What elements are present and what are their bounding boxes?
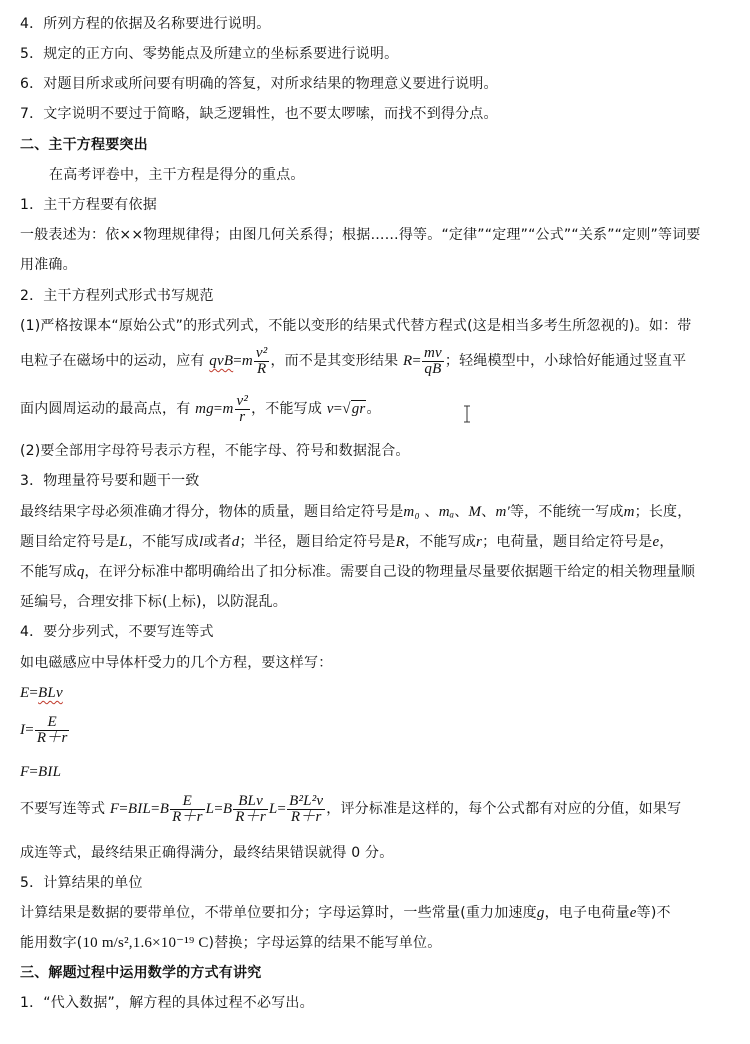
list-item-6: 6．对题目所求或所问要有明确的答复，对所求结果的物理意义要进行说明。	[20, 76, 498, 92]
text-cursor-icon	[463, 405, 471, 423]
paragraph-intro: 在高考评卷中，主干方程是得分的重点。	[49, 167, 305, 183]
section-heading-2: 二、主干方程要突出	[20, 137, 148, 153]
fraction-v2-over-R: $\frac{\text{v²}}{R}$	[255, 344, 268, 377]
sqrt-gr: gr	[351, 401, 366, 417]
equation-I: I= $\frac{E}{R+r}$	[20, 713, 68, 746]
fraction-B2L2v-over-Rr: $\frac{\text{B²L²v}}{R+r}$	[289, 792, 324, 825]
subheading-4: 4．要分步列式，不要写连等式	[20, 624, 214, 640]
paragraph-basis-line1: 一般表述为：依××物理规律得；由图几何关系得；根据……得等。“定律”“定理”“公式”“关系”“定则”等词要	[20, 227, 701, 243]
paragraph-subscripts: 延编号，合理安排下标(上标)，以防混乱。	[20, 594, 287, 610]
paragraph-induction-intro: 如电磁感应中导体杆受力的几个方程，要这样写：	[20, 655, 333, 671]
sqrt-sign: √	[342, 401, 351, 417]
paragraph-charge-symbols: 不能写成q，在评分标准中都明确给出了扣分标准。需要自己设的物理量尽量要依据题干给定的相关物理量顺	[20, 564, 696, 580]
paragraph-units-line2: 能用数字(10 m/s²,1.6×10⁻¹⁹ C)替换；字母运算的结果不能写单位。	[20, 935, 442, 951]
list-item-substitute: 1．“代入数据”，解方程的具体过程不必写出。	[20, 995, 314, 1011]
paragraph-chained-equation: 不要写连等式 F=BIL=B $\frac{E}{R+r}$ L=B $\frac{\text{BLv}}{R+r}$ L= $\frac{\text{B²L²v}}{R+r}$ ，评分标准是这样的，每个公式都有对应的分值，如果写	[20, 792, 682, 825]
fraction-E-over-Rr: $\frac{E}{R+r}$	[36, 713, 68, 746]
equation-E-BLv: E=BLv	[20, 685, 63, 701]
paragraph-basis-line2: 用准确。	[20, 257, 77, 273]
paragraph-units-line1: 计算结果是数据的要带单位，不带单位要扣分；字母运算时，一些常量(重力加速度g，电子电荷量e等)不	[20, 905, 671, 921]
paragraph-chained-result: 成连等式，最终结果正确得满分，最终结果错误就得 0 分。	[20, 845, 394, 861]
paragraph-original-formula: (1)严格按课本“原始公式”的形式列式，不能以变形的结果式代替方程式(这是相当多考生所忽视的)。如：带	[20, 318, 692, 334]
subheading-5: 5．计算结果的单位	[20, 875, 143, 891]
paragraph-mass-symbols: 最终结果字母必须准确才得分，物体的质量，题目给定符号是m₀ 、mₐ、M、m′等，不能统一写成m；长度，	[20, 504, 692, 520]
paragraph-length-symbols: 题目给定符号是L，不能写成l或者d；半径，题目给定符号是R，不能写成r；电荷量，题目给定符号是e，	[20, 534, 674, 550]
fraction-mv-over-qB: $\frac{mv}{qB}$	[423, 344, 442, 377]
paragraph-symbols-only: (2)要全部用字母符号表示方程，不能字母、符号和数据混合。	[20, 443, 410, 459]
subheading-1: 1．主干方程要有依据	[20, 197, 157, 213]
fraction-E-over-Rr-2: $\frac{E}{R+r}$	[172, 792, 203, 825]
subheading-3: 3．物理量符号要和题干一致	[20, 473, 200, 489]
paragraph-magnetic-example: 电粒子在磁场中的运动，应有 qvB=m $\frac{\text{v²}}{R}$ ，而不是其变形结果 R= $\frac{mv}{qB}$ ；轻绳模型中，小球恰好能通过竖直平	[20, 344, 687, 377]
subheading-2: 2．主干方程列式形式书写规范	[20, 288, 214, 304]
list-item-7: 7．文字说明不要过于简略，缺乏逻辑性，也不要太啰嗦，而找不到得分点。	[20, 106, 498, 122]
fraction-v2-over-r: $\frac{\text{v²}}{r}$	[236, 392, 249, 425]
paragraph-rope-example: 面内圆周运动的最高点，有 mg=m $\frac{\text{v²}}{r}$ ，不能写成 v=√gr。	[20, 392, 381, 425]
formula-qvB: qvB	[209, 353, 234, 369]
list-item-5: 5．规定的正方向、零势能点及所建立的坐标系要进行说明。	[20, 46, 399, 62]
list-item-4: 4．所列方程的依据及名称要进行说明。	[20, 16, 271, 32]
formula-mg: mg	[195, 401, 214, 417]
section-heading-3: 三、解题过程中运用数学的方式有讲究	[20, 965, 262, 981]
fraction-BLv-over-Rr: $\frac{\text{BLv}}{R+r}$	[235, 792, 266, 825]
equation-F-BIL: F=BIL	[20, 764, 62, 780]
